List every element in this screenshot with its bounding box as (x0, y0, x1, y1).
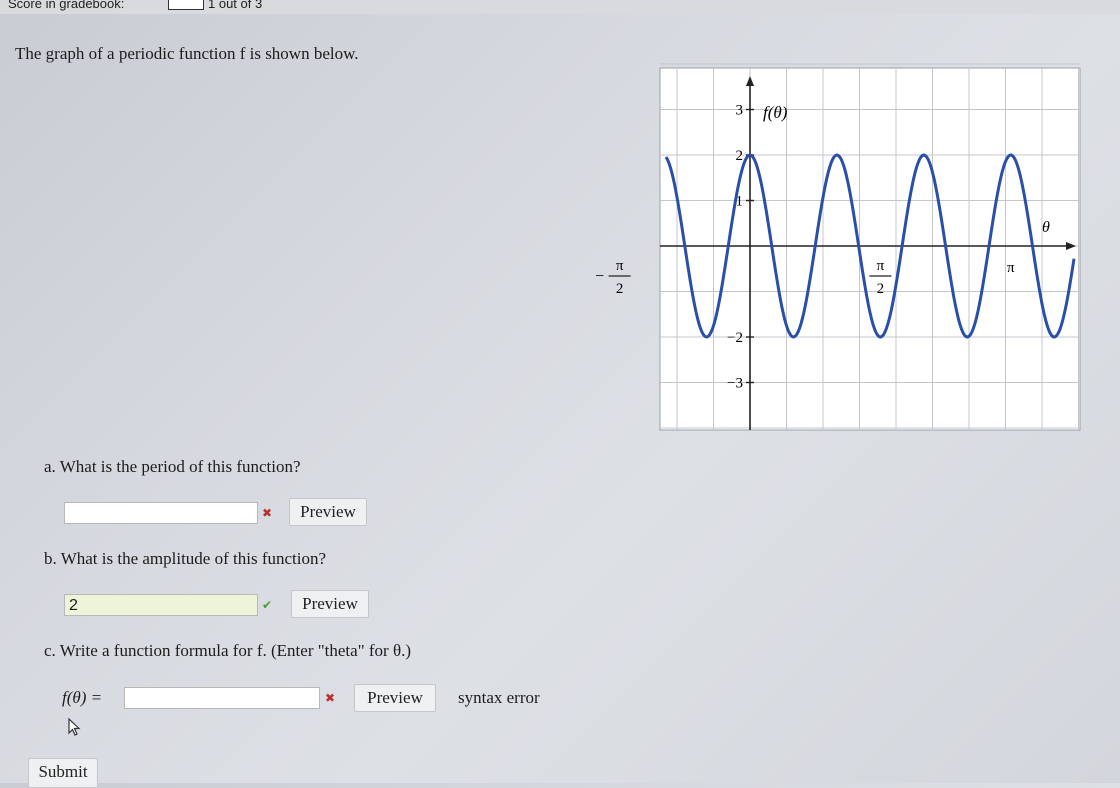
submit-button[interactable]: Submit (28, 758, 98, 788)
x-tick-text: π (615, 258, 624, 274)
formula-input[interactable] (124, 687, 320, 709)
incorrect-icon: ✖ (325, 691, 336, 705)
y-tick-label: 1 (735, 193, 743, 210)
y-tick-label: −3 (727, 375, 743, 392)
y-tick-label: −2 (727, 330, 743, 346)
x-tick-label (595, 258, 631, 297)
part-a-prompt: a. What is the period of this function? (44, 457, 301, 476)
period-input[interactable] (64, 502, 258, 524)
incorrect-icon: ✖ (262, 506, 273, 520)
preview-button-c[interactable]: Preview (354, 684, 436, 712)
x-tick-text: π (876, 258, 885, 274)
amplitude-input[interactable]: 2 (64, 594, 258, 616)
gradebook-score: 1 out of 3 (208, 0, 263, 11)
part-b-prompt: b. What is the amplitude of this function? (44, 549, 327, 568)
x-tick-label (1007, 260, 1015, 276)
graph-ylabel: f(θ) (763, 103, 788, 122)
x-tick-text: 2 (876, 281, 885, 297)
gradebook-label: Score in gradebook: (8, 0, 125, 11)
preview-button-a[interactable]: Preview (289, 498, 367, 526)
mouse-pointer-icon (68, 718, 82, 738)
gradebook-bar (0, 0, 1120, 14)
y-tick-label: 3 (735, 102, 743, 119)
x-tick-text: π (1006, 260, 1015, 276)
y-tick-label: 2 (735, 148, 743, 164)
graph-xlabel: θ (1042, 219, 1050, 236)
gradebook-score-box (168, 0, 204, 10)
formula-lhs: f(θ) = (62, 688, 103, 707)
function-graph (595, 68, 1080, 430)
part-c-prompt: c. Write a function formula for f. (Enter "theta" for θ.) (44, 641, 412, 660)
question-intro: The graph of a periodic function f is shown below. (15, 44, 359, 63)
syntax-error-message: syntax error (458, 688, 540, 707)
x-tick-text: 2 (615, 281, 624, 297)
correct-icon: ✔ (262, 598, 273, 612)
preview-button-b[interactable]: Preview (291, 590, 369, 618)
x-tick-text: − (595, 268, 605, 285)
graph-background (660, 68, 1080, 430)
